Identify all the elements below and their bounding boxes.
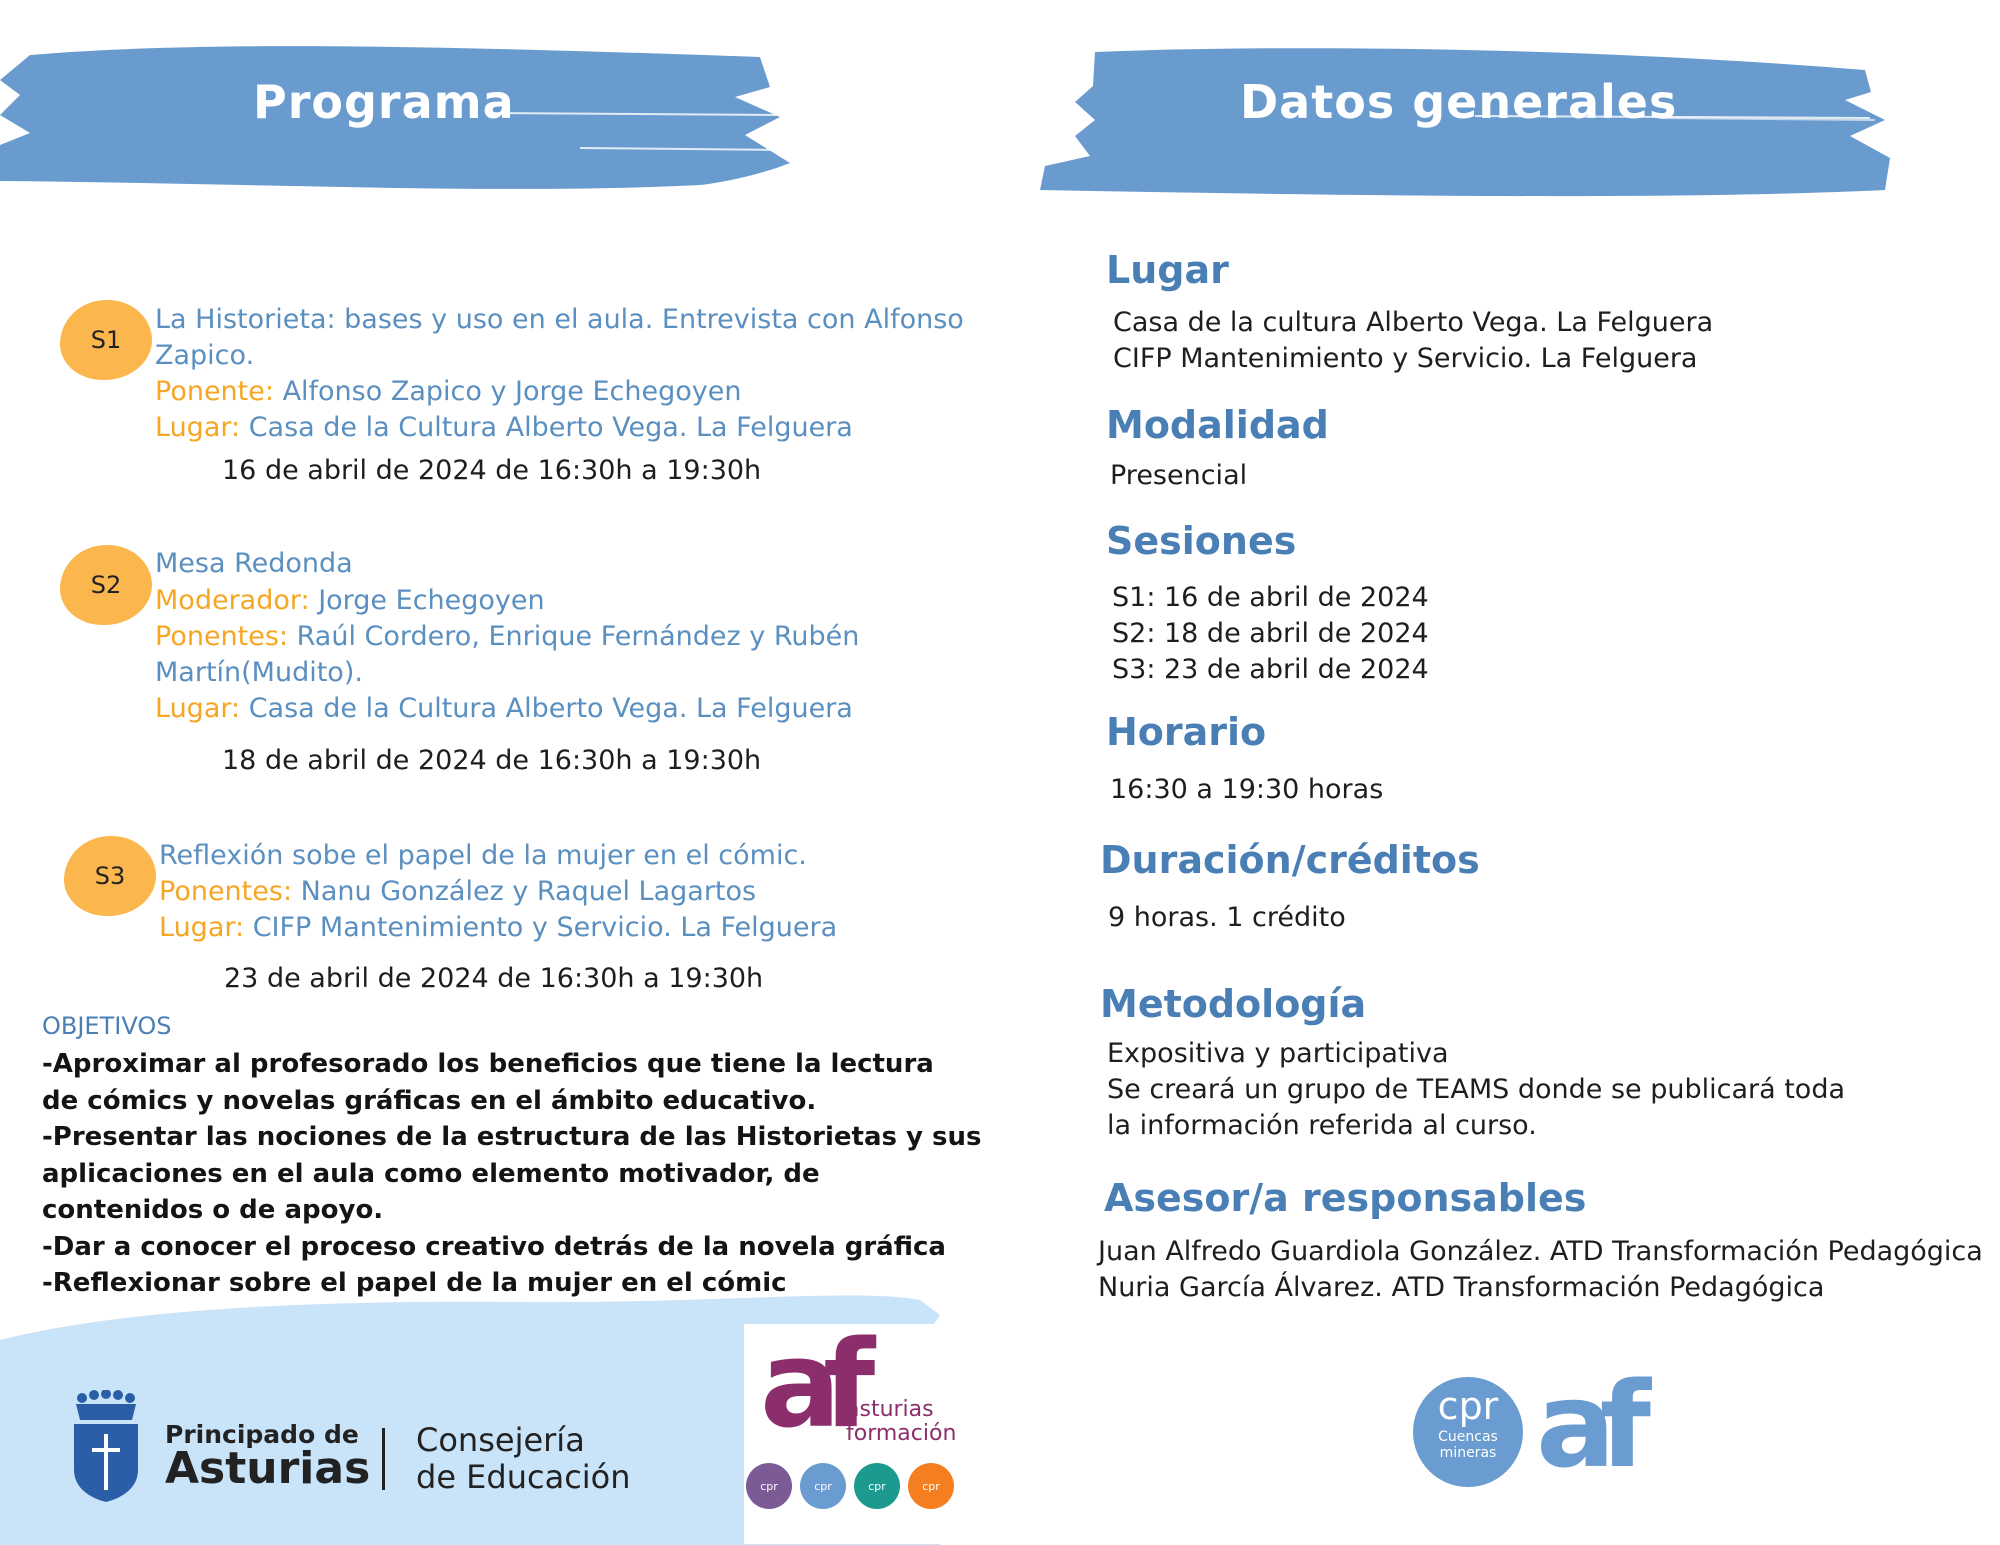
objectives-list — [42, 1046, 982, 1302]
datos-generales-title: Datos generales — [1240, 75, 1678, 129]
session-speakers: Ponente: Alfonso Zapico y Jorge Echegoyen — [155, 376, 742, 407]
session-speakers: Ponentes: Raúl Cordero, Enrique Fernández y Rubén — [155, 621, 860, 652]
session-date: 23 de abril de 2024 de 16:30h a 19:30h — [224, 963, 764, 994]
section-body-horario: 16:30 a 19:30 horas — [1110, 774, 1384, 805]
section-heading-asesor: Asesor/a responsables — [1104, 1176, 1587, 1220]
objective-line: -Dar a conocer el proceso creativo detrás de la novela gráfica — [42, 1231, 946, 1262]
section-heading-sesiones: Sesiones — [1106, 519, 1297, 563]
cpr-cuencas-mineras-logo: cpr Cuencas mineras — [1413, 1377, 1523, 1487]
session-speakers: Ponentes: Nanu González y Raquel Lagartos — [159, 876, 757, 907]
af-right-logo: af — [1536, 1356, 1635, 1494]
session-title: Zapico. — [155, 340, 255, 371]
session-place: Lugar: CIFP Mantenimiento y Servicio. La Felguera — [159, 912, 838, 943]
objective-line: -Presentar las nociones de la estructura de las Historietas y sus — [42, 1122, 982, 1152]
session-badge-s2: S2 — [60, 545, 152, 625]
session-date: 16 de abril de 2024 de 16:30h a 19:30h — [222, 455, 762, 486]
section-body-lugar: Casa de la cultura Alberto Vega. La Felguera CIFP Mantenimiento y Servicio. La Felguera — [1113, 307, 1714, 374]
logo-divider — [382, 1428, 385, 1490]
objective-line: contenidos o de apoyo. — [42, 1195, 384, 1225]
cpr-cuencas-icon: cpr — [800, 1463, 846, 1509]
cpr-aviles-icon: cpr — [746, 1463, 792, 1509]
session-title: La Historieta: bases y uso en el aula. Entrevista con Alfonso — [155, 304, 964, 335]
objective-line: -Aproximar al profesorado los beneficios que tiene la lectura — [42, 1049, 934, 1079]
section-heading-metodologia: Metodología — [1100, 982, 1367, 1026]
section-heading-duracion: Duración/créditos — [1100, 838, 1480, 882]
session-badge-s1: S1 — [60, 300, 152, 380]
session-place: Lugar: Casa de la Cultura Alberto Vega. La Felguera — [155, 693, 853, 724]
objectives-title: OBJETIVOS — [42, 1012, 172, 1040]
section-body-sesiones: S1: 16 de abril de 2024 S2: 18 de abril de 2024 S3: 23 de abril de 2024 — [1112, 582, 1429, 685]
section-body-modalidad: Presencial — [1110, 460, 1248, 491]
session-place: Lugar: Casa de la Cultura Alberto Vega. La Felguera — [155, 412, 853, 443]
cpr-oviedo-icon: cpr — [908, 1463, 954, 1509]
af-logo-letters: af — [760, 1316, 858, 1455]
session-speakers-cont: Martín(Mudito). — [155, 657, 363, 688]
af-logo-text: asturias formación — [846, 1397, 957, 1446]
session-moderator: Moderador: Jorge Echegoyen — [155, 585, 545, 616]
session-title: Mesa Redonda — [155, 548, 353, 579]
section-heading-modalidad: Modalidad — [1106, 403, 1329, 447]
session-title: Reflexión sobe el papel de la mujer en el cómic. — [159, 840, 807, 871]
principado-logo-text: Principado de Asturias — [165, 1420, 371, 1494]
objective-line: -Reflexionar sobre el papel de la mujer en el cómic — [42, 1268, 787, 1298]
session-badge-s3: S3 — [64, 836, 156, 916]
section-body-metodologia: Expositiva y participativa Se creará un grupo de TEAMS donde se publicará toda la información referida al curso. — [1107, 1038, 1846, 1141]
programa-title: Programa — [253, 75, 515, 129]
objective-line: de cómics y novelas gráficas en el ámbito educativo. — [42, 1085, 817, 1116]
section-heading-horario: Horario — [1106, 710, 1267, 754]
cpr-gijon-icon: cpr — [854, 1463, 900, 1509]
section-body-duracion: 9 horas. 1 crédito — [1108, 902, 1346, 933]
consejeria-text: Consejería de Educación — [416, 1421, 631, 1496]
asturias-crest-icon — [70, 1390, 142, 1502]
section-heading-lugar: Lugar — [1106, 248, 1229, 292]
section-body-asesor: Juan Alfredo Guardiola González. ATD Transformación Pedagógica Nuria García Álvarez. ATD Transformación Pedagógica — [1098, 1236, 1983, 1303]
objective-line: aplicaciones en el aula como elemento motivador, de — [42, 1158, 820, 1189]
session-date: 18 de abril de 2024 de 16:30h a 19:30h — [222, 745, 762, 776]
